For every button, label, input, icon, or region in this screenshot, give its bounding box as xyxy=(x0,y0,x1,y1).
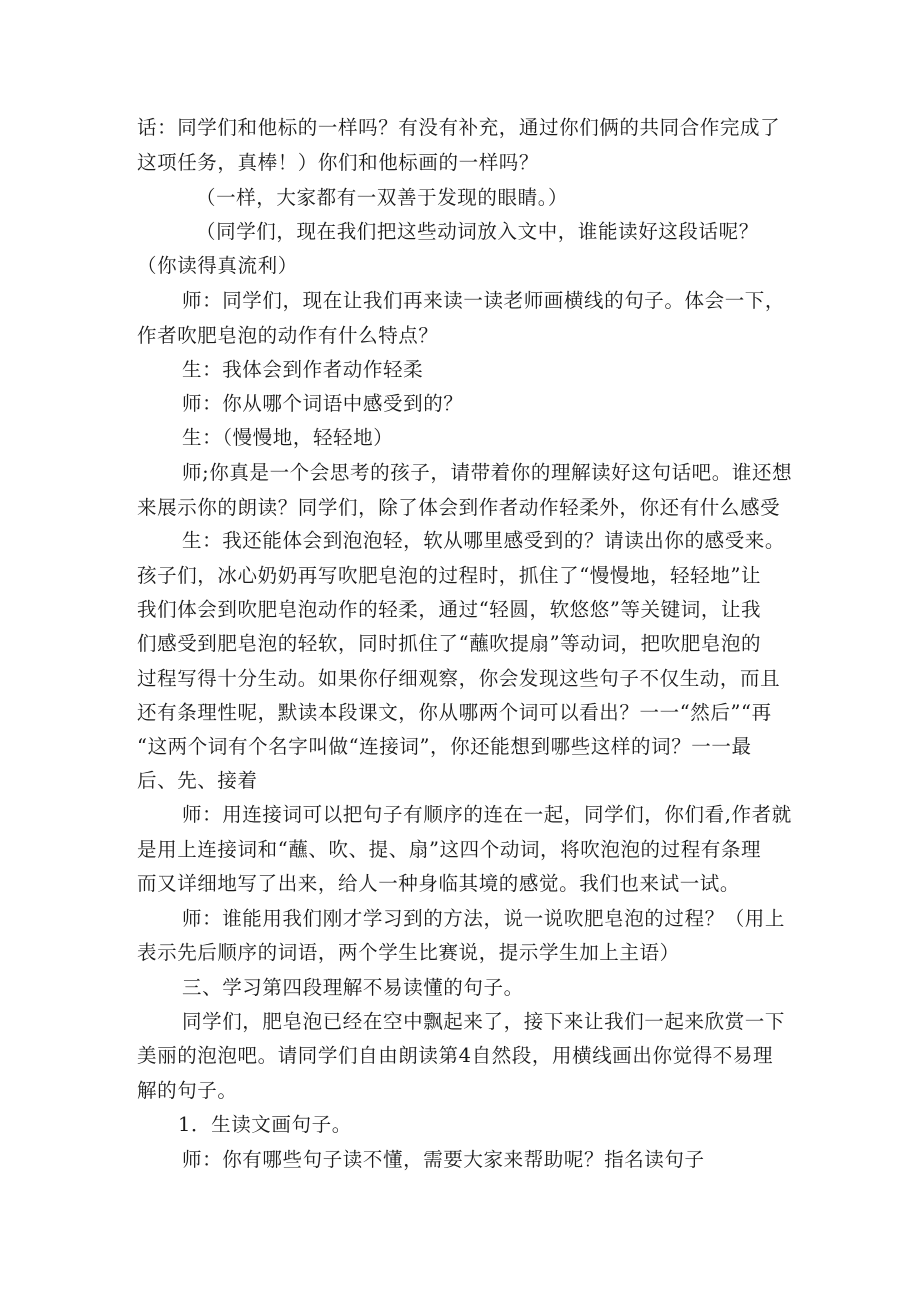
text-line: 生：（慢慢地，轻轻地） xyxy=(182,426,394,449)
text-line: 师：同学们，现在让我们再来读一读老师画横线的句子。体会一下， xyxy=(182,289,786,312)
text-line: 话：同学们和他标的一样吗？有没有补充，通过你们俩的共同合作完成了 xyxy=(137,116,781,139)
section-heading: 三、学习第四段理解不易读懂的句子。 xyxy=(182,976,524,999)
text-line: 来展示你的朗读？同学们，除了体会到作者动作轻柔外，你还有什么感受 xyxy=(137,496,781,519)
text-line: 这项任务，真棒！）你们和他标画的一样吗？ xyxy=(137,151,540,174)
text-line: （同学们，现在我们把这些动词放入文中，谁能读好这段话呢？ xyxy=(196,220,759,243)
text-line: 们感受到肥皂泡的轻软，同时抓住了“蘸吹提扇”等动词，把吹肥皂泡的 xyxy=(137,632,762,655)
text-line: 后、先、接着 xyxy=(137,769,258,792)
text-line: 过程写得十分生动。如果你仔细观察，你会发现这些句子不仅生动，而且 xyxy=(137,667,781,690)
text-line: （一样，大家都有一双善于发现的眼睛。） xyxy=(196,186,569,209)
text-line: 我们体会到吹肥皂泡动作的轻柔，通过“轻圆，软悠悠”等关键词，让我 xyxy=(137,598,762,621)
text-line: 美丽的泡泡吧。请同学们自由朗读第4自然段，用横线画出你觉得不易理 xyxy=(137,1044,774,1067)
text-line: 师;你真是一个会思考的孩子，请带着你的理解读好这句话吧。谁还想 xyxy=(182,461,793,484)
text-line: 表示先后顺序的词语，两个学生比赛说，提示学生加上主语） xyxy=(137,941,680,964)
text-line: 孩子们，冰心奶奶再写吹肥皂泡的过程时，抓住了“慢慢地，轻轻地”让 xyxy=(137,564,762,587)
text-line: 而又详细地写了出来，给人一种身临其境的感觉。我们也来试一试。 xyxy=(137,872,741,895)
text-line: 师：用连接词可以把句子有顺序的连在一起，同学们，你们看,作者就 xyxy=(182,803,792,826)
text-line: “这两个词有个名字叫做“连接词”，你还能想到哪些这样的词？一一最 xyxy=(137,735,752,758)
text-line: 师：谁能用我们刚才学习到的方法，说一说吹肥皂泡的过程？（用上 xyxy=(182,907,786,930)
text-line: 师：你有哪些句子读不懂，需要大家来帮助呢？指名读句子 xyxy=(182,1148,705,1171)
text-line: 还有条理性呢，默读本段课文，你从哪两个词可以看出？一一“然后”“再 xyxy=(137,701,772,724)
text-line: 同学们，肥皂泡已经在空中飘起来了，接下来让我们一起来欣赏一下 xyxy=(182,1010,786,1033)
list-item: 1．生读文画句子。 xyxy=(178,1113,352,1136)
text-line: 作者吹肥皂泡的动作有什么特点？ xyxy=(137,324,439,347)
text-line: 生：我体会到作者动作轻柔 xyxy=(182,358,424,381)
text-line: （你读得真流利） xyxy=(137,254,298,277)
text-line: 是用上连接词和“蘸、吹、提、扇”这四个动词，将吹泡泡的过程有条理 xyxy=(137,838,762,861)
text-line: 解的句子。 xyxy=(137,1079,238,1102)
text-line: 生：我还能体会到泡泡轻，软从哪里感受到的？请读出你的感受来。 xyxy=(182,529,786,552)
text-line: 师：你从哪个词语中感受到的？ xyxy=(182,392,464,415)
